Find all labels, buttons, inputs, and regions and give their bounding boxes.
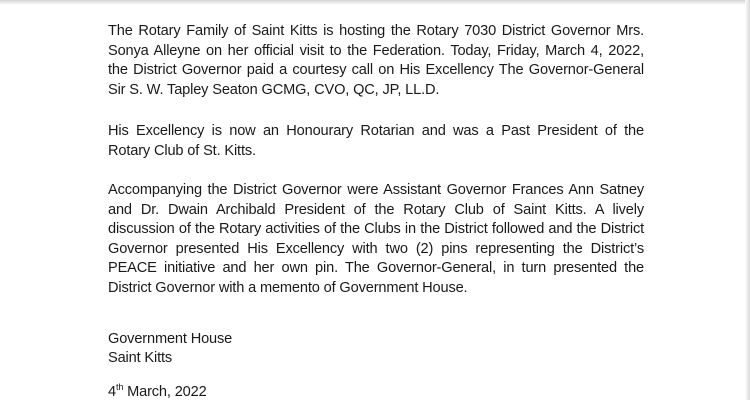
date-day: 4: [108, 384, 116, 400]
letter-date: [108, 383, 207, 400]
paragraph-discussion: Accompanying the District Governor were Assistant Governor Frances Ann Satney and Dr. Dwain Archibald President of the Rotary Club of Saint Kitts. A lively discussion of the Rotary activities of the Clubs in the District followed and the District Governor presented His Excellency with two (2) pins representing the District’s PEACE initiative and her own pin. The Governor-General, in turn presented the District Governor with a memento of Government House.: [108, 182, 644, 296]
sender-line-1: Government House: [108, 331, 233, 347]
paragraph-honourary-rotarian: His Excellency is now an Honourary Rotarian and was a Past President of the Rotary Club of St. Kitts.: [108, 123, 644, 159]
paragraph-visit: The Rotary Family of Saint Kitts is hosting the Rotary 7030 District Governor Mrs. Sonya Alleyne on her official visit to the Federation. Today, Friday, March 4, 2022, the District Governor paid a courtesy call on His Excellency The Governor-General Sir S. W. Tapley Seaton GCMG, CVO, QC, JP, LL.D.: [108, 23, 644, 98]
date-ordinal-suffix: th: [115, 382, 124, 392]
page-right-shadow: [745, 0, 750, 400]
sender-line-2: Saint Kitts: [108, 350, 173, 366]
date-month-year: March, 2022: [123, 384, 207, 400]
page-top-shadow: [0, 0, 750, 5]
